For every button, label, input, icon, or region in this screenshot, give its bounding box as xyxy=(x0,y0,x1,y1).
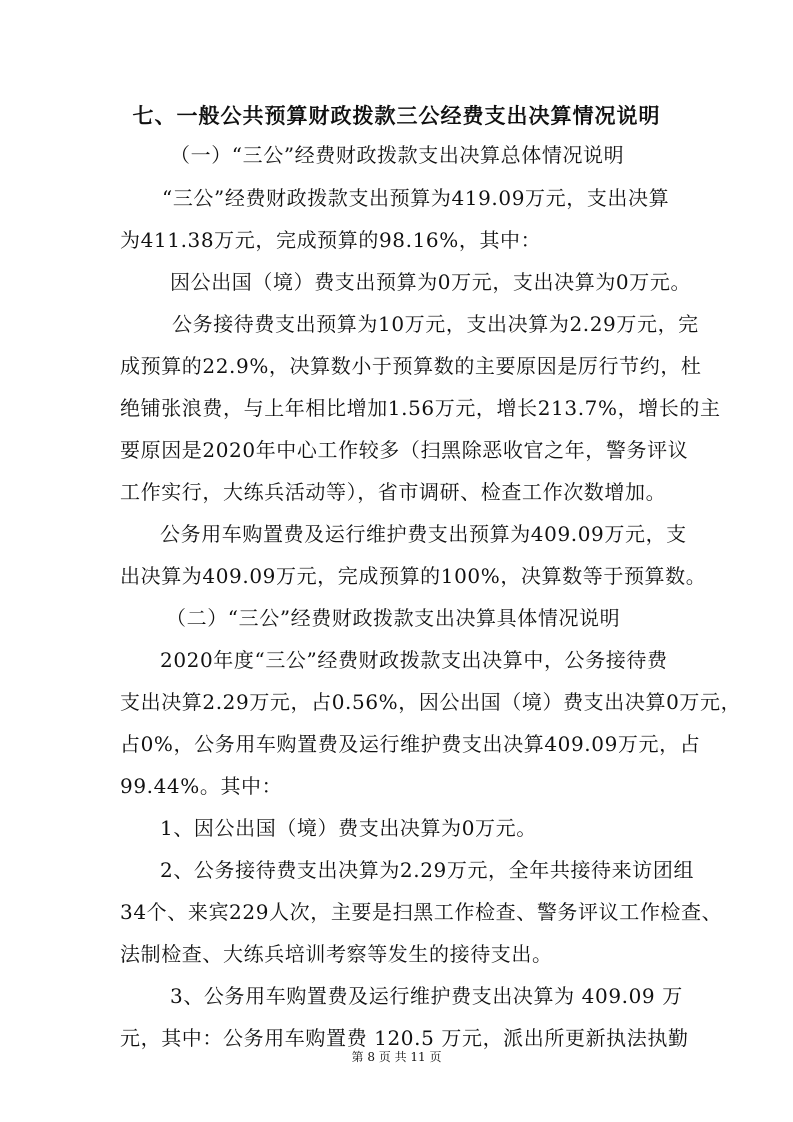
list-item: 2、公务接待费支出决算为2.29万元，全年共接待来访团组 xyxy=(160,858,695,882)
page-number: 第 8 页 共 11 页 xyxy=(351,1050,442,1064)
paragraph-line: 99.44%。其中： xyxy=(120,774,283,798)
paragraph-line: 绝铺张浪费，与上年相比增加1.56万元，增长213.7%，增长的主 xyxy=(120,396,721,420)
paragraph-line: 支出决算2.29万元，占0.56%，因公出国（境）费支出决算0万元， xyxy=(120,690,742,714)
paragraph-line: “三公”经费财政拨款支出预算为419.09万元，支出决算 xyxy=(162,186,670,210)
paragraph-line: 公务用车购置费及运行维护费支出预算为409.09万元，支 xyxy=(160,522,687,546)
paragraph-line: 出决算为409.09万元，完成预算的100%，决算数等于预算数。 xyxy=(120,564,707,588)
paragraph-line: 成预算的22.9%，决算数小于预算数的主要原因是厉行节约，杜 xyxy=(120,354,702,378)
list-item: 1、因公出国（境）费支出决算为0万元。 xyxy=(160,816,537,840)
paragraph-line: 为411.38万元，完成预算的98.16%，其中： xyxy=(120,228,542,252)
paragraph-line: 要原因是2020年中心工作较多（扫黑除恶收官之年，警务评议 xyxy=(120,438,689,462)
paragraph-line: 工作实行，大练兵活动等），省市调研、检查工作次数增加。 xyxy=(120,480,667,504)
paragraph-line: 34个、来宾229人次，主要是扫黑工作检查、警务评议工作检查、 xyxy=(120,900,723,924)
paragraph-line: 元，其中：公务用车购置费 120.5 万元，派出所更新执法执勤 xyxy=(120,1026,689,1050)
paragraph-line: 占0%，公务用车购置费及运行维护费支出决算409.09万元，占 xyxy=(120,732,701,756)
paragraph-line: 因公出国（境）费支出预算为0万元，支出决算为0万元。 xyxy=(170,270,692,294)
section-heading-detail: （二）“三公”经费财政拨款支出决算具体情况说明 xyxy=(166,606,621,630)
paragraph-line: 法制检查、大练兵培训考察等发生的接待支出。 xyxy=(120,942,553,966)
page-title: 七、一般公共预算财政拨款三公经费支出决算情况说明 xyxy=(132,104,661,128)
paragraph-line: 公务接待费支出预算为10万元，支出决算为2.29万元，完 xyxy=(172,312,699,336)
paragraph-line: 2020年度“三公”经费财政拨款支出决算中，公务接待费 xyxy=(160,648,668,672)
section-heading-overall: （一）“三公”经费财政拨款支出决算总体情况说明 xyxy=(170,143,625,167)
list-item: 3、公务用车购置费及运行维护费支出决算为 409.09 万 xyxy=(170,984,683,1008)
